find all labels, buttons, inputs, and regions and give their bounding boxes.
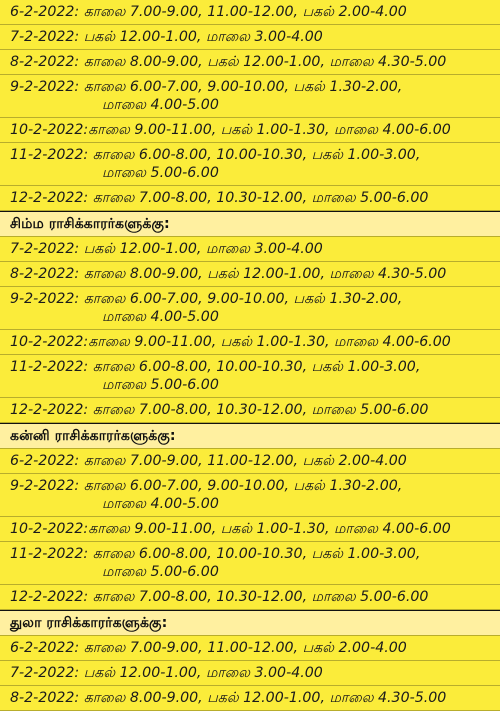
entry-line: 7-2-2022: பகல் 12.00-1.00, மாலை 3.00-4.00 [10,241,323,257]
schedule-entry [0,355,500,398]
entry-line: 7-2-2022: பகல் 12.00-1.00, மாலை 3.00-4.00 [10,29,323,45]
section-heading: சிம்ம ராசிக்காரர்களுக்கு: [0,211,500,237]
entry-line: 8-2-2022: காலை 8.00-9.00, பகல் 12.00-1.00, மாலை 4.30-5.00 [10,266,447,282]
entry-line: 11-2-2022: காலை 6.00-8.00, 10.00-10.30, பகல் 1.00-3.00, [10,546,421,562]
schedule-entry [0,0,500,25]
schedule-entry [0,585,500,610]
entry-line: 6-2-2022: காலை 7.00-9.00, 11.00-12.00, பகல் 2.00-4.00 [10,453,407,469]
entry-line: 9-2-2022: காலை 6.00-7.00, 9.00-10.00, பகல் 1.30-2.00, [10,478,403,494]
schedule-entry [0,636,500,661]
entry-line: 8-2-2022: காலை 8.00-9.00, பகல் 12.00-1.00, மாலை 4.30-5.00 [10,690,447,706]
section-heading: துலா ராசிக்காரர்களுக்கு: [0,610,500,636]
entry-line-continued: மாலை 5.00-6.00 [102,377,219,393]
schedule-entry [0,25,500,50]
entry-line-continued: மாலை 5.00-6.00 [102,165,219,181]
entry-line: 12-2-2022: காலை 7.00-8.00, 10.30-12.00, மாலை 5.00-6.00 [10,402,429,418]
entry-line: 8-2-2022: காலை 8.00-9.00, பகல் 12.00-1.00, மாலை 4.30-5.00 [10,54,447,70]
schedule-entry [0,186,500,211]
schedule-entry [0,542,500,585]
schedule-entry [0,143,500,186]
entry-line-continued: மாலை 4.00-5.00 [102,309,219,325]
entry-line-continued: மாலை 5.00-6.00 [102,564,219,580]
entry-line-continued: மாலை 4.00-5.00 [102,97,219,113]
schedule-entry [0,75,500,118]
schedule-entry [0,330,500,355]
schedule-entry [0,398,500,423]
entry-line: 9-2-2022: காலை 6.00-7.00, 9.00-10.00, பகல் 1.30-2.00, [10,291,403,307]
entry-line: 7-2-2022: பகல் 12.00-1.00, மாலை 3.00-4.00 [10,665,323,681]
section-kanni [0,423,500,610]
schedule-entry [0,517,500,542]
schedule-entry [0,449,500,474]
entry-line: 12-2-2022: காலை 7.00-8.00, 10.30-12.00, மாலை 5.00-6.00 [10,589,429,605]
entry-line: 11-2-2022: காலை 6.00-8.00, 10.00-10.30, பகல் 1.00-3.00, [10,359,421,375]
entry-line-continued: மாலை 4.00-5.00 [102,496,219,512]
entry-line: 6-2-2022: காலை 7.00-9.00, 11.00-12.00, பகல் 2.00-4.00 [10,4,407,20]
schedule-entry [0,50,500,75]
entry-line: 10-2-2022:காலை 9.00-11.00, பகல் 1.00-1.30, மாலை 4.00-6.00 [10,521,451,537]
entry-line: 12-2-2022: காலை 7.00-8.00, 10.30-12.00, மாலை 5.00-6.00 [10,190,429,206]
section-heading: கன்னி ராசிக்காரர்களுக்கு: [0,423,500,449]
schedule-entry [0,474,500,517]
section-simha [0,211,500,423]
entry-line: 6-2-2022: காலை 7.00-9.00, 11.00-12.00, பகல் 2.00-4.00 [10,640,407,656]
schedule-entry [0,262,500,287]
entry-line: 11-2-2022: காலை 6.00-8.00, 10.00-10.30, பகல் 1.00-3.00, [10,147,421,163]
entry-line: 10-2-2022:காலை 9.00-11.00, பகல் 1.00-1.30, மாலை 4.00-6.00 [10,122,451,138]
schedule-entry [0,237,500,262]
entry-line: 10-2-2022:காலை 9.00-11.00, பகல் 1.00-1.30, மாலை 4.00-6.00 [10,334,451,350]
section-thula [0,610,500,711]
section-continued [0,0,500,211]
entry-line: 9-2-2022: காலை 6.00-7.00, 9.00-10.00, பகல் 1.30-2.00, [10,79,403,95]
schedule-entry [0,118,500,143]
schedule-entry [0,661,500,686]
schedule-entry [0,686,500,711]
schedule-entry [0,287,500,330]
